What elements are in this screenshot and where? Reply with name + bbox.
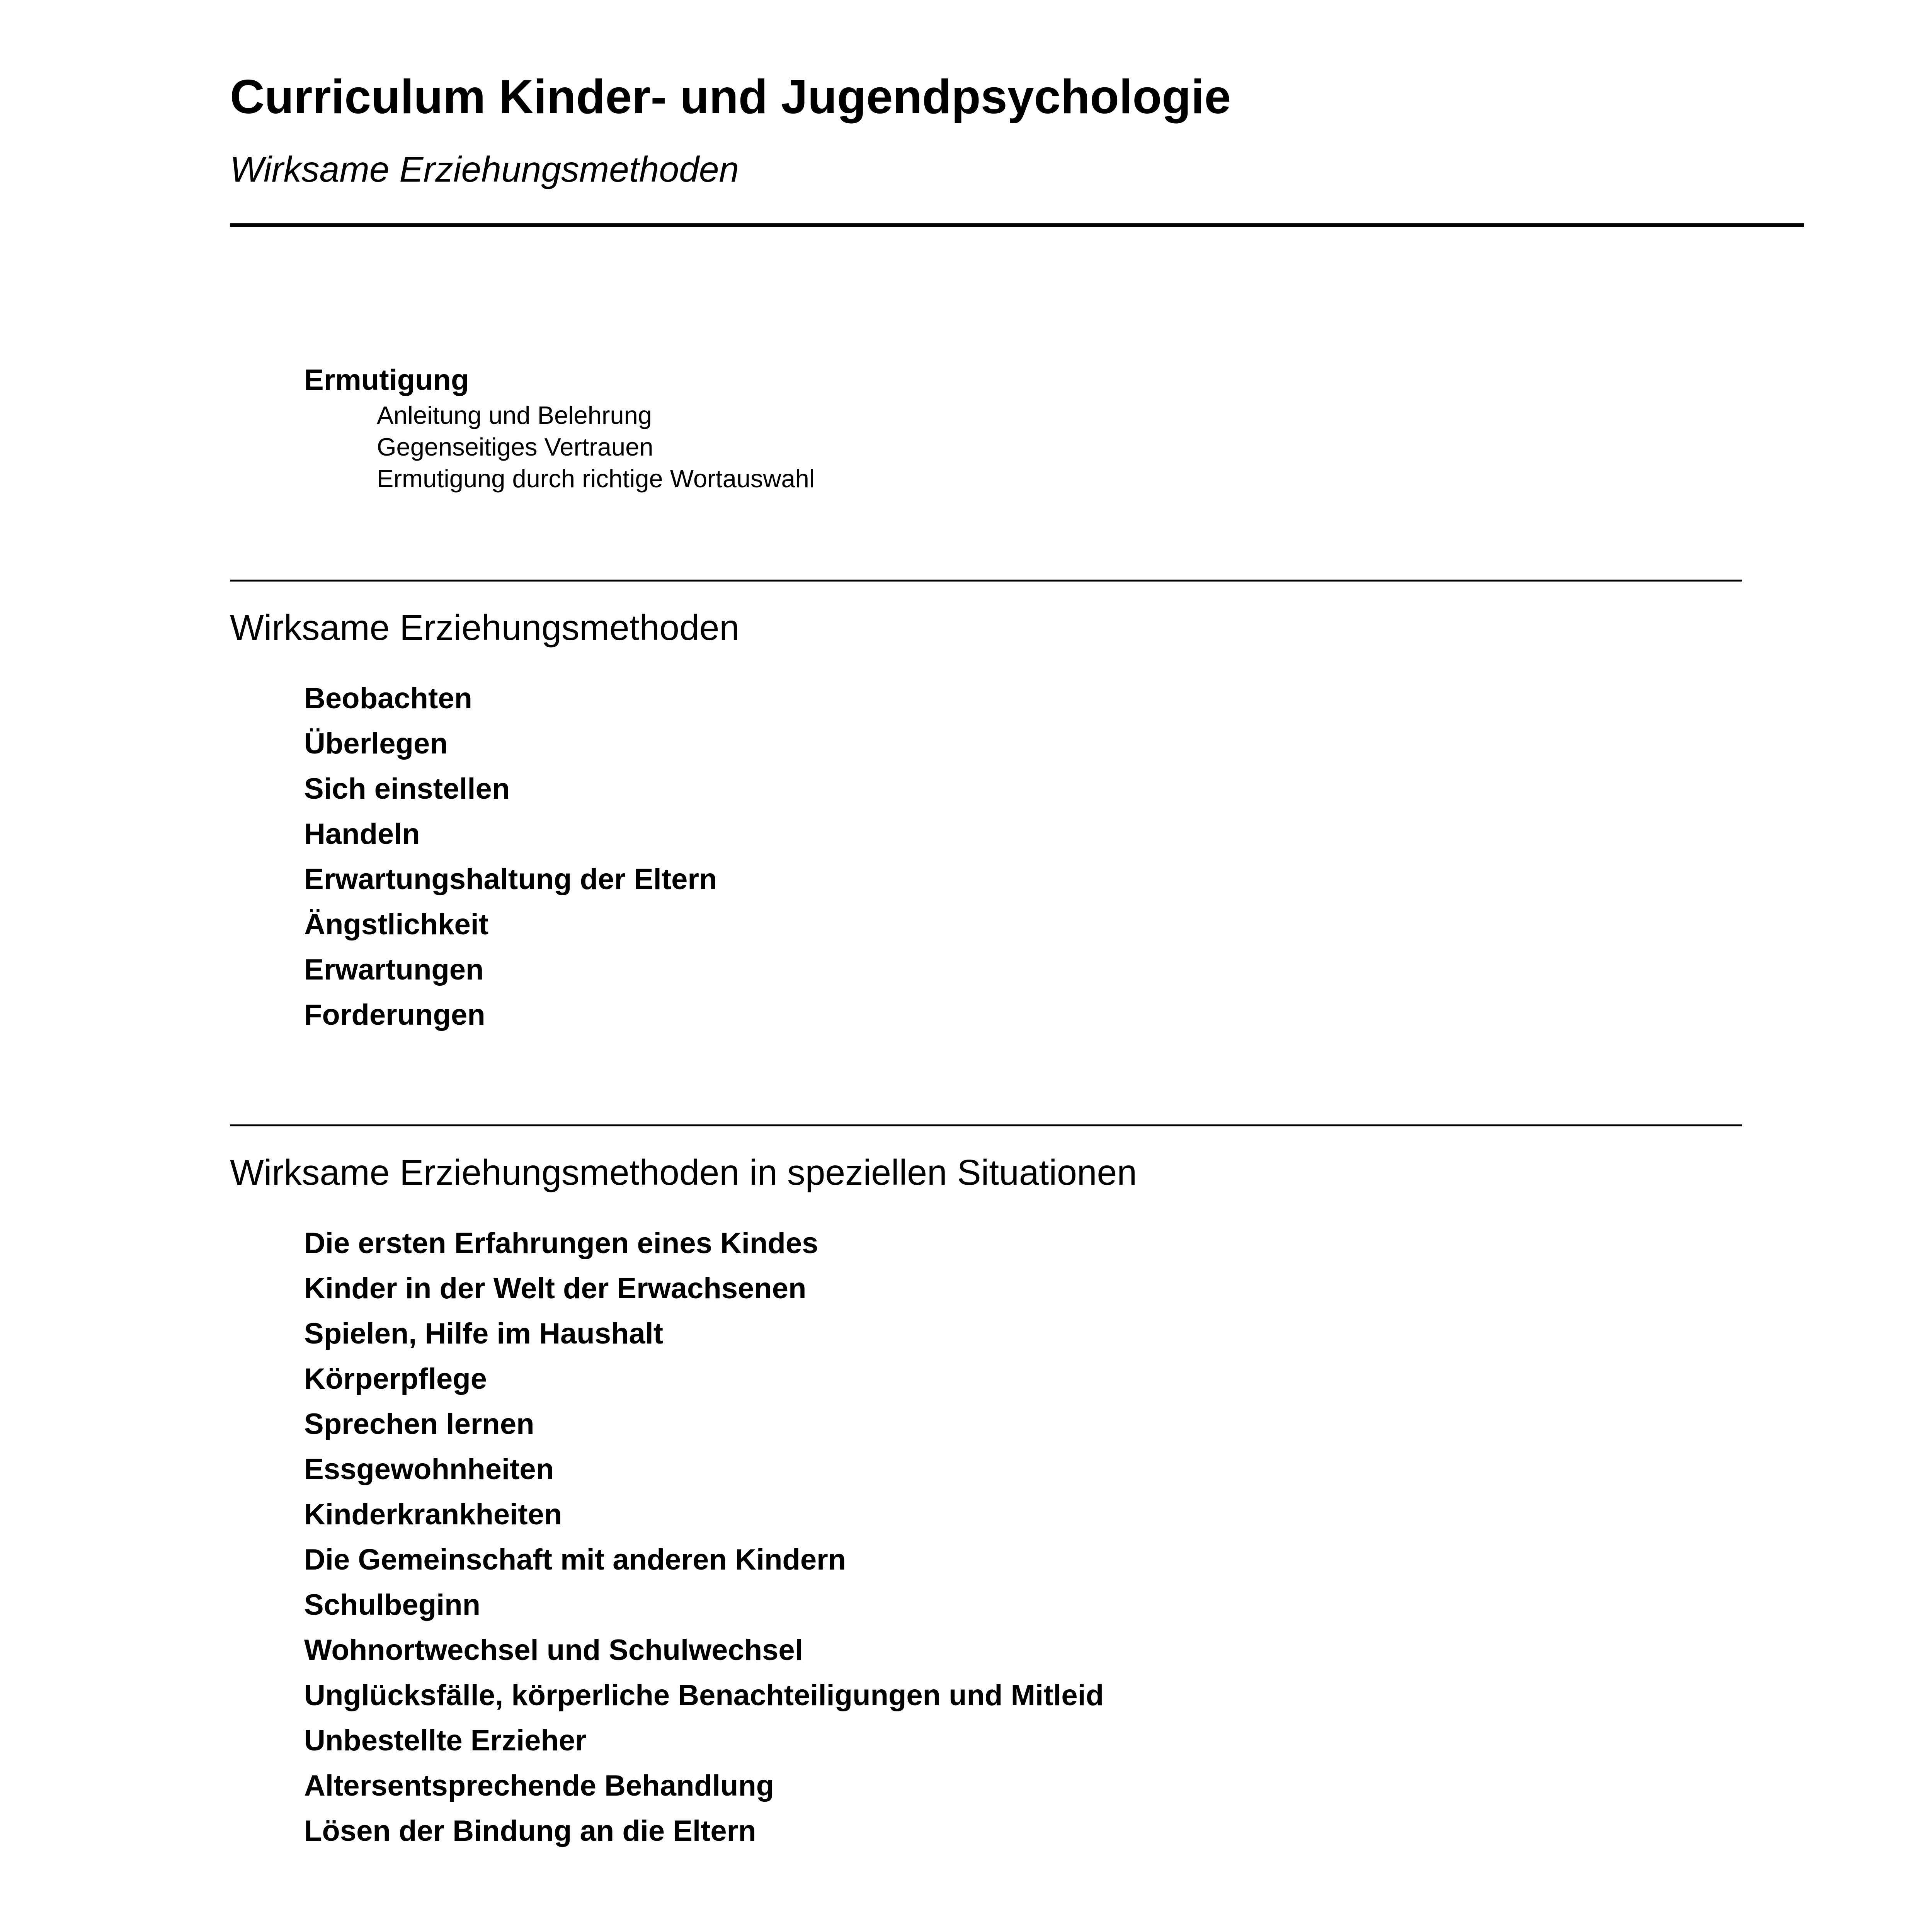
list-item: Erwartungen <box>304 953 484 986</box>
list-item: Sich einstellen <box>304 772 510 805</box>
list-item: Kinder in der Welt der Erwachsenen <box>304 1272 807 1305</box>
header-divider <box>230 223 1804 227</box>
document-title: Curriculum Kinder- und Jugendpsychologie <box>230 70 1231 124</box>
section-divider <box>230 1124 1742 1126</box>
list-item: Überlegen <box>304 727 448 760</box>
list-item: Essgewohnheiten <box>304 1453 554 1486</box>
list-item: Sprechen lernen <box>304 1408 534 1440</box>
section-heading: Wirksame Erziehungsmethoden in speziellen Situationen <box>230 1152 1137 1192</box>
document-subtitle: Wirksame Erziehungsmethoden <box>230 149 739 189</box>
list-item: Die Gemeinschaft mit anderen Kindern <box>304 1543 846 1576</box>
list-item: Handeln <box>304 818 420 850</box>
list-item: Körperpflege <box>304 1362 487 1395</box>
intro-heading: Ermutigung <box>304 364 469 396</box>
list-item: Beobachten <box>304 682 472 715</box>
list-item: Unbestellte Erzieher <box>304 1724 587 1757</box>
list-item: Wohnortwechsel und Schulwechsel <box>304 1634 803 1667</box>
list-item: Lösen der Bindung an die Eltern <box>304 1815 756 1847</box>
list-item: Spielen, Hilfe im Haushalt <box>304 1317 664 1350</box>
list-item: Die ersten Erfahrungen eines Kindes <box>304 1227 818 1260</box>
list-item: Erwartungshaltung der Eltern <box>304 863 717 896</box>
list-item: Ermutigung durch richtige Wortauswahl <box>377 464 815 493</box>
list-item: Schulbeginn <box>304 1588 480 1621</box>
intro-block <box>230 357 1742 495</box>
list-item: Forderungen <box>304 998 485 1031</box>
list-item: Anleitung und Belehrung <box>377 401 652 429</box>
section-divider <box>230 580 1742 582</box>
list-item: Kinderkrankheiten <box>304 1498 562 1531</box>
list-item: Gegenseitiges Vertrauen <box>377 433 653 461</box>
list-item: Altersentsprechende Behandlung <box>304 1769 774 1802</box>
list-item: Ängstlichkeit <box>304 908 489 941</box>
section-heading: Wirksame Erziehungsmethoden <box>230 607 740 648</box>
intro-sub-list <box>377 400 1742 495</box>
section-methods <box>230 580 1742 1037</box>
list-item: Unglücksfälle, körperliche Benachteiligungen und Mitleid <box>304 1679 1104 1712</box>
section-special-situations <box>230 1124 1742 1854</box>
